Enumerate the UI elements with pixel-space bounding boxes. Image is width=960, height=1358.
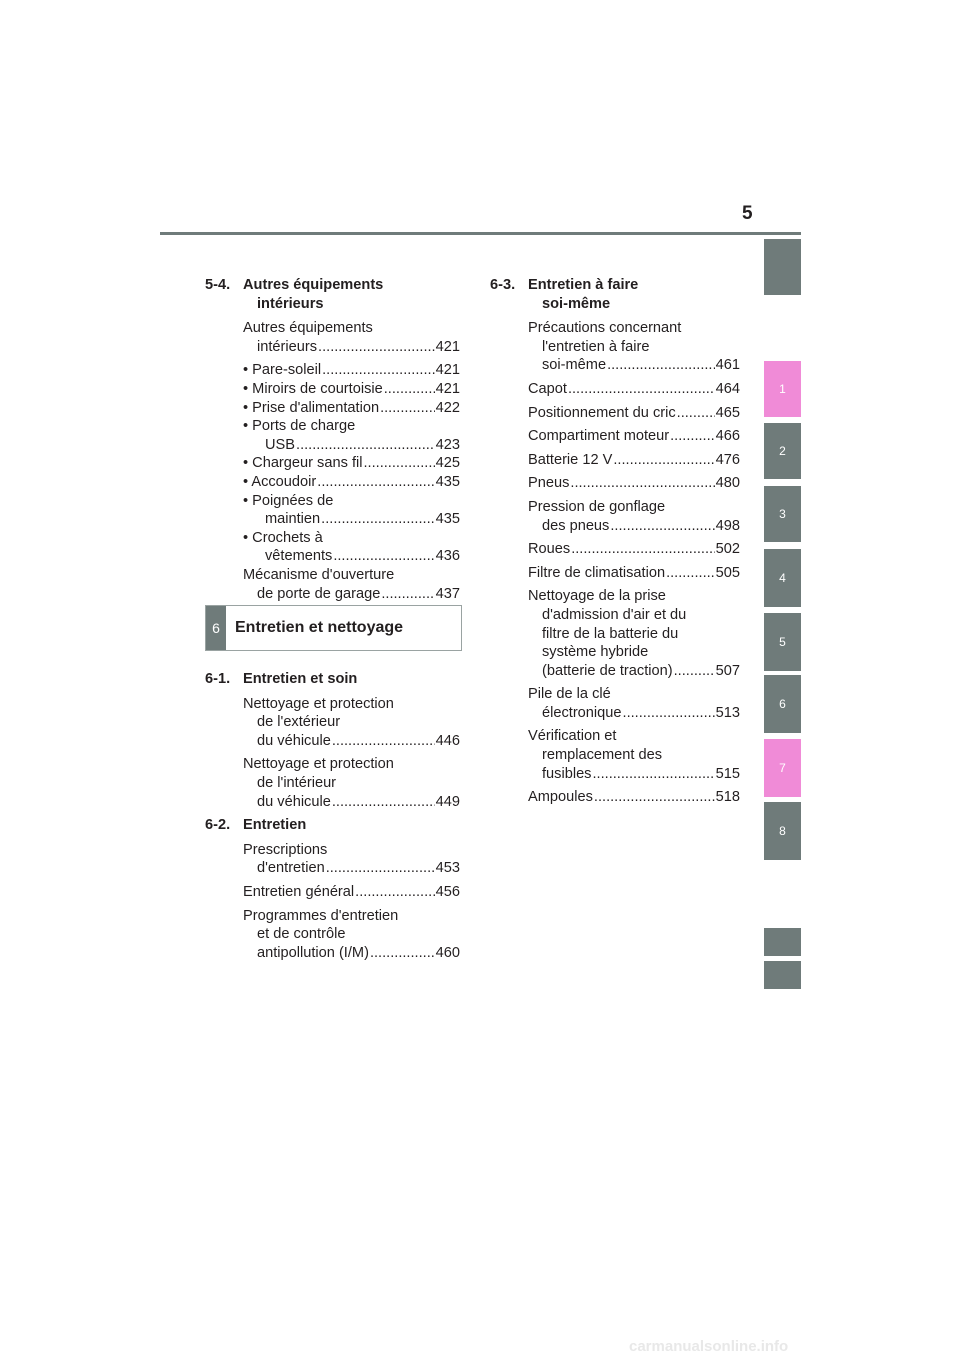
toc-entry-title: soi-même bbox=[542, 357, 607, 374]
section-number: 6-2. bbox=[205, 817, 231, 834]
toc-entry-title: Batterie 12 V bbox=[528, 451, 613, 468]
side-tab-2[interactable]: 2 bbox=[764, 423, 801, 479]
toc-entry-text-line: • Poignées de bbox=[243, 492, 334, 509]
toc-entry[interactable] bbox=[528, 685, 740, 722]
toc-entry[interactable] bbox=[243, 319, 460, 356]
toc-entry-text-line: de l'extérieur bbox=[257, 714, 341, 731]
toc-entry-text-line: Pression de gonflage bbox=[528, 498, 666, 515]
watermark: carmanualsonline.info bbox=[629, 1338, 789, 1355]
toc-entry-text-line: Prescriptions bbox=[243, 841, 328, 858]
toc-entry-text-line: et de contrôle bbox=[257, 926, 346, 943]
dot-leader bbox=[570, 474, 714, 493]
side-tab-6[interactable]: 6 bbox=[764, 675, 801, 733]
toc-entry[interactable] bbox=[243, 566, 460, 603]
toc-left-column-lower bbox=[205, 670, 460, 967]
toc-page-number: 435 bbox=[435, 473, 460, 490]
side-tab-blank[interactable] bbox=[764, 239, 801, 295]
dot-leader bbox=[317, 473, 434, 492]
toc-page-number: 461 bbox=[715, 357, 740, 374]
toc-entry[interactable] bbox=[243, 361, 460, 380]
toc-page-number: 423 bbox=[435, 436, 460, 453]
toc-entry[interactable] bbox=[528, 474, 740, 493]
toc-entry[interactable] bbox=[528, 498, 740, 535]
toc-entry[interactable] bbox=[243, 380, 460, 399]
toc-entry-title: électronique bbox=[542, 704, 622, 721]
toc-entry[interactable] bbox=[243, 399, 460, 418]
toc-entry-title: du véhicule bbox=[257, 793, 331, 810]
dot-leader bbox=[384, 380, 435, 399]
side-tab-blank[interactable] bbox=[764, 961, 801, 989]
toc-entry-text-line: Programmes d'entretien bbox=[243, 907, 399, 924]
section-title: Entretien et soin bbox=[243, 671, 358, 687]
page-number: 5 bbox=[742, 203, 753, 224]
toc-right-column bbox=[490, 276, 740, 812]
toc-entry[interactable] bbox=[528, 727, 740, 783]
dot-leader bbox=[568, 380, 715, 399]
toc-entry[interactable] bbox=[528, 427, 740, 446]
dot-leader bbox=[380, 399, 435, 418]
dot-leader bbox=[670, 427, 715, 446]
chapter-title: Entretien et nettoyage bbox=[235, 619, 404, 636]
toc-entry[interactable] bbox=[243, 841, 460, 878]
toc-page-number: 518 bbox=[715, 789, 740, 806]
toc-entry-text-line: • Ports de charge bbox=[243, 418, 356, 435]
dot-leader bbox=[318, 338, 435, 357]
toc-page-number: 502 bbox=[715, 541, 740, 558]
side-tab-3[interactable]: 3 bbox=[764, 486, 801, 542]
toc-entry-text-line: Mécanisme d'ouverture bbox=[243, 566, 395, 583]
toc-page-number: 421 bbox=[435, 362, 460, 379]
toc-page-number: 435 bbox=[435, 511, 460, 528]
section-number: 6-1. bbox=[205, 671, 231, 687]
toc-entry-title: antipollution (I/M) bbox=[257, 944, 369, 961]
toc-entry-text-line: Vérification et bbox=[528, 728, 617, 745]
toc-entry-title: maintien bbox=[265, 511, 321, 528]
side-tab-7[interactable]: 7 bbox=[764, 739, 801, 797]
toc-page-number: 476 bbox=[715, 451, 740, 468]
section-heading-6-2 bbox=[205, 816, 460, 835]
toc-entry-title: Roues bbox=[528, 541, 571, 558]
toc-page-number: 449 bbox=[435, 793, 460, 810]
dot-leader bbox=[332, 732, 435, 751]
toc-entry[interactable] bbox=[243, 755, 460, 811]
toc-entry[interactable] bbox=[528, 788, 740, 807]
toc-page-number: 505 bbox=[715, 564, 740, 581]
chapter-tab-number: 6 bbox=[206, 606, 226, 650]
dot-leader bbox=[322, 361, 435, 380]
toc-entry-title: • Accoudoir bbox=[243, 473, 317, 490]
dot-leader bbox=[321, 510, 434, 529]
toc-page-number: 422 bbox=[435, 399, 460, 416]
section-number: 6-3. bbox=[490, 277, 516, 293]
dot-leader bbox=[674, 662, 715, 681]
entries-6-2 bbox=[205, 841, 460, 963]
toc-entry-title: vêtements bbox=[265, 548, 333, 565]
side-tab-5[interactable]: 5 bbox=[764, 613, 801, 671]
toc-entry-title: du véhicule bbox=[257, 732, 331, 749]
toc-entry-title: Filtre de climatisation bbox=[528, 564, 666, 581]
toc-entry-title: fusibles bbox=[542, 765, 592, 782]
entries-5-4 bbox=[205, 319, 460, 603]
dot-leader bbox=[613, 451, 714, 470]
toc-entry[interactable] bbox=[243, 695, 460, 751]
toc-entry[interactable] bbox=[243, 529, 460, 566]
toc-entry[interactable] bbox=[528, 587, 740, 680]
toc-entry-title: Positionnement du cric bbox=[528, 404, 676, 421]
toc-entry[interactable] bbox=[528, 451, 740, 470]
toc-entry-text-line: l'entretien à faire bbox=[542, 338, 650, 355]
toc-entry-title: Compartiment moteur bbox=[528, 428, 670, 445]
toc-entry[interactable] bbox=[243, 454, 460, 473]
dot-leader bbox=[607, 356, 715, 375]
toc-entry-title: USB bbox=[265, 436, 296, 453]
toc-page-number: 421 bbox=[435, 380, 460, 397]
dot-leader bbox=[333, 547, 434, 566]
toc-entry-title: (batterie de traction) bbox=[542, 662, 673, 679]
dot-leader bbox=[677, 404, 715, 423]
section-heading-6-1 bbox=[205, 670, 460, 689]
toc-page-number: 515 bbox=[715, 765, 740, 782]
section-heading-6-3 bbox=[490, 276, 740, 313]
chapter-heading-box bbox=[205, 605, 462, 651]
toc-page-number: 513 bbox=[715, 704, 740, 721]
dot-leader bbox=[594, 788, 715, 807]
toc-entry[interactable] bbox=[243, 417, 460, 454]
side-tab-1[interactable]: 1 bbox=[764, 361, 801, 417]
toc-entry-text-line: Précautions concernant bbox=[528, 320, 682, 337]
toc-entry-title: Entretien général bbox=[243, 883, 355, 900]
toc-entry-text-line: remplacement des bbox=[542, 747, 663, 764]
toc-entry-title: Pneus bbox=[528, 475, 570, 492]
toc-entry-text-line: filtre de la batterie du bbox=[542, 625, 679, 642]
side-tab-4[interactable]: 4 bbox=[764, 549, 801, 607]
section-heading-5-4 bbox=[205, 276, 460, 313]
toc-entry-title: • Pare-soleil bbox=[243, 362, 322, 379]
toc-entry-title: Ampoules bbox=[528, 789, 593, 806]
toc-page-number: 498 bbox=[715, 517, 740, 534]
section-title-line2: soi-même bbox=[542, 295, 611, 312]
dot-leader bbox=[332, 793, 435, 812]
section-title-line2: intérieurs bbox=[257, 295, 324, 312]
toc-entry-text-line: Nettoyage et protection bbox=[243, 756, 394, 773]
toc-entry-title: Capot bbox=[528, 380, 567, 397]
toc-entry[interactable] bbox=[243, 492, 460, 529]
section-title-line1: Autres équipements bbox=[243, 277, 384, 293]
toc-page-number: 453 bbox=[435, 860, 460, 877]
toc-page-number: 456 bbox=[435, 883, 460, 900]
toc-page-number: 466 bbox=[715, 428, 740, 445]
dot-leader bbox=[381, 585, 434, 604]
toc-entry-text-line: Pile de la clé bbox=[528, 686, 611, 703]
section-title: Entretien bbox=[243, 817, 307, 834]
section-number: 5-4. bbox=[205, 277, 231, 293]
toc-entry-title: des pneus bbox=[542, 517, 610, 534]
section-title-line1: Entretien à faire bbox=[528, 277, 639, 293]
toc-entry[interactable] bbox=[243, 907, 460, 963]
toc-entry-title: intérieurs bbox=[257, 338, 318, 355]
toc-entry[interactable] bbox=[528, 540, 740, 559]
side-tab-blank[interactable] bbox=[764, 928, 801, 956]
toc-entry-title: • Prise d'alimentation bbox=[243, 399, 380, 416]
dot-leader bbox=[370, 944, 435, 963]
dot-leader bbox=[363, 454, 434, 473]
header-rule bbox=[160, 232, 801, 235]
toc-page-number: 465 bbox=[715, 404, 740, 421]
dot-leader bbox=[326, 859, 435, 878]
dot-leader bbox=[610, 517, 714, 536]
entries-6-1 bbox=[205, 695, 460, 812]
side-tab-8[interactable]: 8 bbox=[764, 802, 801, 860]
dot-leader bbox=[571, 540, 714, 559]
toc-entry-text-line: • Crochets à bbox=[243, 529, 323, 546]
toc-entry-text-line: Autres équipements bbox=[243, 320, 373, 337]
toc-page-number: 480 bbox=[715, 475, 740, 492]
entries-6-3 bbox=[490, 319, 740, 807]
dot-leader bbox=[666, 564, 715, 583]
dot-leader bbox=[296, 436, 435, 455]
toc-entry-text-line: Nettoyage de la prise bbox=[528, 588, 666, 605]
dot-leader bbox=[623, 704, 715, 723]
toc-entry[interactable] bbox=[528, 380, 740, 399]
toc-entry-text-line: système hybride bbox=[542, 644, 649, 661]
toc-page-number: 436 bbox=[435, 548, 460, 565]
toc-entry-text-line: d'admission d'air et du bbox=[542, 606, 687, 623]
toc-entry-title: • Miroirs de courtoisie bbox=[243, 380, 383, 397]
dot-leader bbox=[355, 883, 434, 902]
toc-entry[interactable] bbox=[528, 404, 740, 423]
toc-page-number: 446 bbox=[435, 732, 460, 749]
toc-entry-title: d'entretien bbox=[257, 860, 325, 877]
toc-page-number: 460 bbox=[435, 944, 460, 961]
toc-page-number: 507 bbox=[715, 662, 740, 679]
toc-entry[interactable] bbox=[243, 883, 460, 902]
toc-page-number: 464 bbox=[715, 380, 740, 397]
toc-page-number: 421 bbox=[435, 338, 460, 355]
toc-page-number: 437 bbox=[435, 585, 460, 602]
toc-entry-text-line: Nettoyage et protection bbox=[243, 695, 394, 712]
toc-entry-text-line: de l'intérieur bbox=[257, 774, 337, 791]
toc-left-column bbox=[205, 276, 460, 608]
toc-entry[interactable] bbox=[243, 473, 460, 492]
dot-leader bbox=[592, 765, 714, 784]
toc-page-number: 425 bbox=[435, 455, 460, 472]
toc-entry-title: de porte de garage bbox=[257, 585, 381, 602]
toc-entry-title: • Chargeur sans fil bbox=[243, 455, 363, 472]
toc-entry[interactable] bbox=[528, 564, 740, 583]
toc-entry[interactable] bbox=[528, 319, 740, 375]
